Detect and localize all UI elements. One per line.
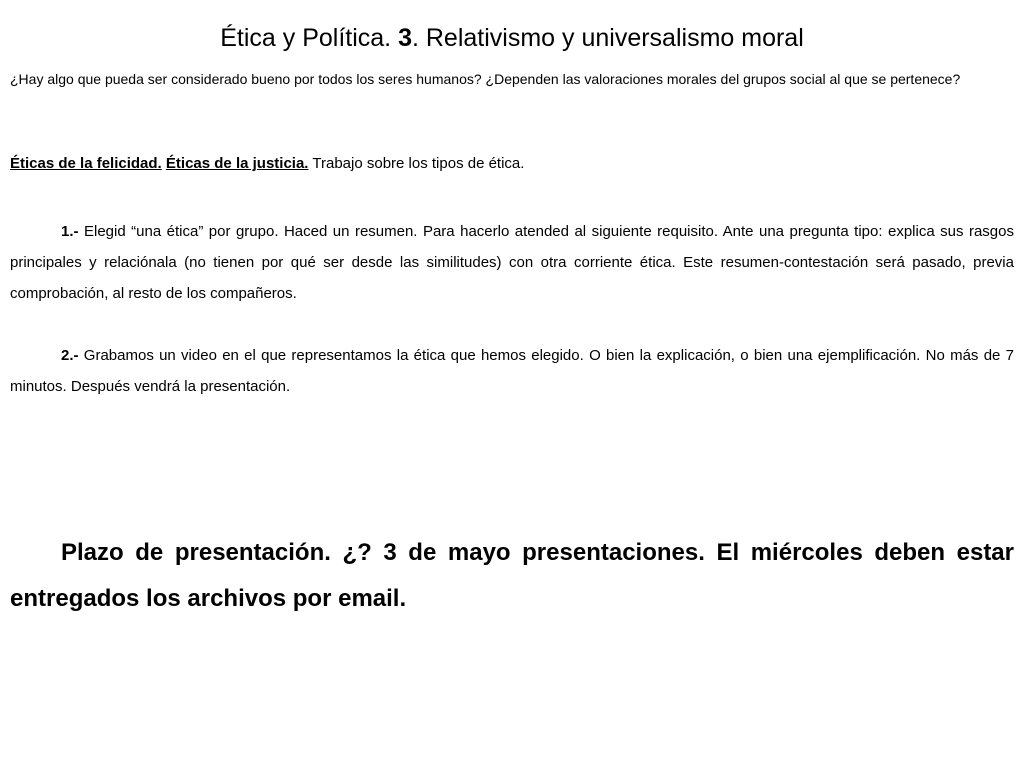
deadline-paragraph: Plazo de presentación. ¿? 3 de mayo presentaciones. El miércoles deben estar entregados los archivos por email. [10, 539, 1014, 612]
task-1-text: Elegid “una ética” por grupo. Haced un resumen. Para hacerlo atended al siguiente requisito. Ante una pregunta tipo: explica sus rasgos principales y relaciónala (no tienen por qué ser desde las similitudes) con otra corriente ética. Este resumen-contestación será pasado, previa comprobación, al resto de los compañeros. [10, 223, 1014, 302]
task-2-paragraph [10, 340, 1014, 402]
ethics-work-text: Trabajo sobre los tipos de ética. [308, 155, 525, 172]
task-2-number: 2.- [61, 347, 79, 364]
ethics-justice-link[interactable]: Éticas de la justicia. [165, 155, 309, 172]
task-1-paragraph [10, 216, 1014, 309]
title-number: 3 [398, 24, 412, 52]
slide-title [0, 22, 1024, 54]
task-1-number: 1.- [61, 223, 79, 240]
title-prefix: Ética y Política. [220, 24, 399, 52]
task-2-text: Grabamos un video en el que representamos la ética que hemos elegido. O bien la explicación, o bien una ejemplificación. No más de 7 minutos. Después vendrá la presentación. [10, 347, 1014, 395]
ethics-happiness-link[interactable]: Éticas de la felicidad. [10, 155, 162, 172]
guiding-question: ¿Hay algo que pueda ser considerado bueno por todos los seres humanos? ¿Dependen las valoraciones morales del grupos social al que se pertenece? [10, 71, 961, 87]
ethics-types-line [10, 154, 1014, 174]
title-suffix: . Relativismo y universalismo moral [411, 24, 804, 52]
